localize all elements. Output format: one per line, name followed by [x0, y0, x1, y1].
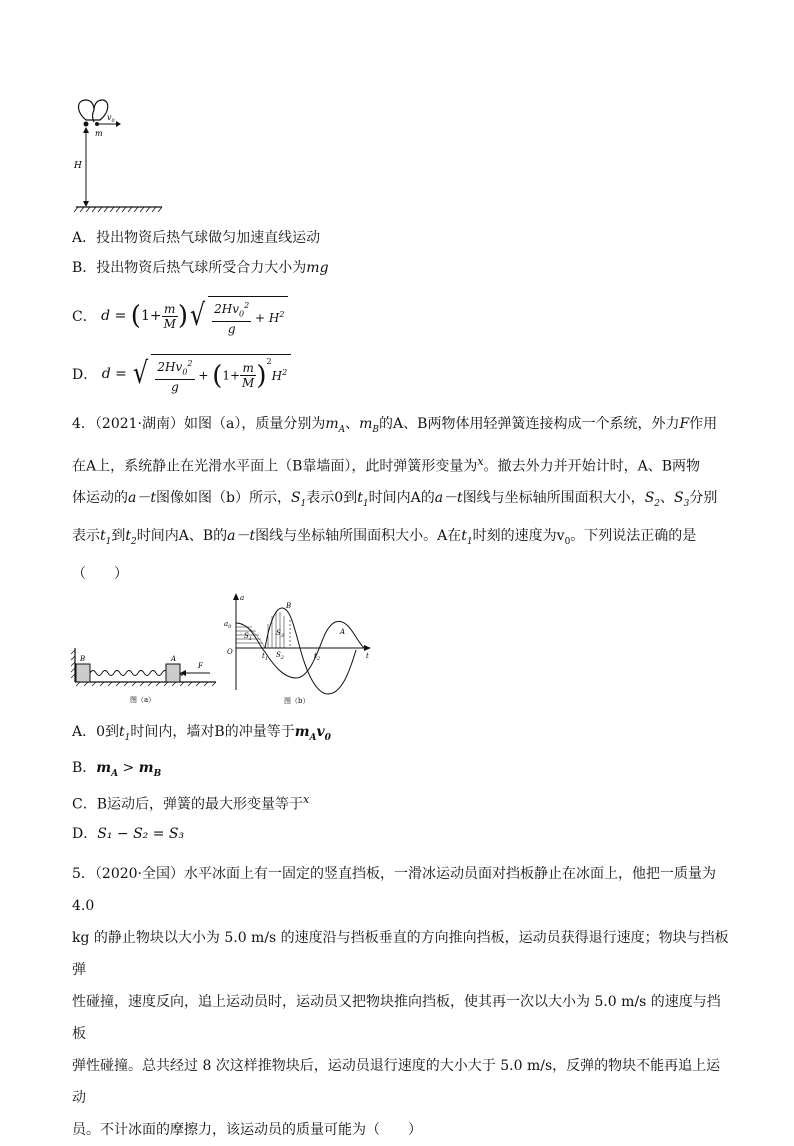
- q3-option-a[interactable]: A．投出物资后热气球做匀加速直线运动: [72, 230, 321, 246]
- balloon-figure: [70, 98, 170, 216]
- q3-option-d-label: D．: [72, 367, 98, 384]
- hot-air-balloon-icon: [79, 100, 108, 122]
- a0-label: $a_0$: [224, 620, 232, 630]
- q4-line-3: 体运动的a－t图像如图（b）所示，$S_1$表示0到$t_1$时间内A的a－t图线与坐标轴所围面积大小，$S_2$、$S_3$分别: [72, 490, 718, 510]
- origin-label: O: [227, 648, 233, 656]
- height-arrow-top: [83, 127, 89, 133]
- q3-option-c-label: C．: [72, 309, 97, 326]
- block-a-label: A: [171, 655, 177, 663]
- block-b: [76, 664, 90, 682]
- figure-b: [222, 590, 374, 706]
- figure-b-caption: 图（b）: [284, 697, 310, 705]
- q5-line-3: 性碰撞，速度反向，追上运动员时，运动员又把物块推向挡板，使其再一次以大小为 5.0 m/s 的速度与挡板: [72, 994, 721, 1042]
- x-axis-label: t: [366, 652, 369, 660]
- q4-line-2: 在A上，系统静止在光滑水平面上（B靠墙面），此时弹簧形变量为$^x$。撤去外力并开始计时，A、B两物: [72, 454, 701, 475]
- q5-stem: [72, 858, 732, 1146]
- force-label: F: [198, 662, 203, 670]
- s2-label: $S_2$: [276, 651, 284, 661]
- figure-a-caption: 图（a）: [130, 696, 156, 704]
- curve-b-label: B: [286, 602, 292, 610]
- q3-option-b[interactable]: [72, 258, 329, 278]
- q5-line-1: 5．（2020·全国）水平冰面上有一固定的竖直挡板，一滑冰运动员面对挡板静止在冰面上，他把一质量为 4.0: [72, 866, 716, 914]
- height-arrow-bottom: [83, 201, 89, 207]
- figure-a: [70, 648, 220, 706]
- q3-option-b-text: B．投出物资后热气球所受合力大小为: [72, 260, 307, 276]
- s3-label: $S_3$: [276, 629, 284, 639]
- q3-option-c[interactable]: C． d = (1+ $\frac{m}{M}$ )√ $\frac{2Hv_0^2}{g}$ + $H^2$: [72, 296, 288, 332]
- curve-a-label: A: [340, 628, 346, 636]
- block-a: [166, 664, 180, 682]
- q4-option-a[interactable]: A．0到$t_1$时间内，墙对B的冲量等于$m_Av_0$: [72, 724, 331, 743]
- x-axis-arrow: [364, 645, 371, 651]
- q3-option-d[interactable]: D． d = √ $\frac{2Hv_0^2}{g}$ + (1+ $\frac{m}{M}$ )$^2H^2$: [72, 354, 291, 394]
- q4-option-c[interactable]: C．B运动后，弹簧的最大形变量等于$^x$: [72, 793, 310, 813]
- basket-dot: [84, 122, 89, 127]
- ground-hatch: [74, 207, 162, 212]
- q4-line-4: 表示$t_1$到$t_2$时间内A、B的a－t图线与坐标轴所围面积大小。A在$t_1$时刻的速度为$v_0$。下列说法正确的是: [72, 528, 697, 548]
- block-b-label: B: [80, 655, 86, 663]
- y-axis-arrow: [233, 593, 239, 600]
- q5-line-4: 弹性碰撞。总共经过 8 次这样推物块后，运动员退行速度的大小大于 5.0 m/s，反弹的物块不能再追上运动: [72, 1058, 721, 1106]
- q4-option-b[interactable]: B．$m_A > m_B$: [72, 760, 162, 779]
- t2-label: $t_2$: [314, 652, 321, 662]
- q4-stem: [72, 408, 722, 590]
- velocity-arrow-head: [116, 121, 121, 127]
- label-m: m: [95, 129, 103, 138]
- s1-label: $S_1$: [244, 632, 252, 642]
- y-axis-label: a: [240, 594, 245, 602]
- q5-line-2: kg 的静止物块以大小为 5.0 m/s 的速度沿与挡板垂直的方向推向挡板，运动员获得退行速度；物块与挡板弹: [72, 930, 729, 978]
- t1-label: $t_1$: [262, 652, 269, 662]
- q3-option-b-math: mg: [306, 260, 329, 276]
- q5-line-5: 员。不计冰面的摩擦力，该运动员的质量可能为（ ）: [72, 1122, 422, 1138]
- label-v0: $v_0$: [107, 113, 115, 124]
- q4-option-d[interactable]: D．S₁ − S₂ = S₃: [72, 826, 185, 842]
- cargo-dot: [95, 122, 99, 126]
- label-H: H: [74, 161, 82, 171]
- q4-line-1: 4．（2021·湖南）如图（a），质量分别为$m_A$、$m_B$的A、B两物体用轻弹簧连接构成一个系统，外力F作用: [72, 416, 718, 435]
- q4-line-5: （ ）: [72, 566, 128, 583]
